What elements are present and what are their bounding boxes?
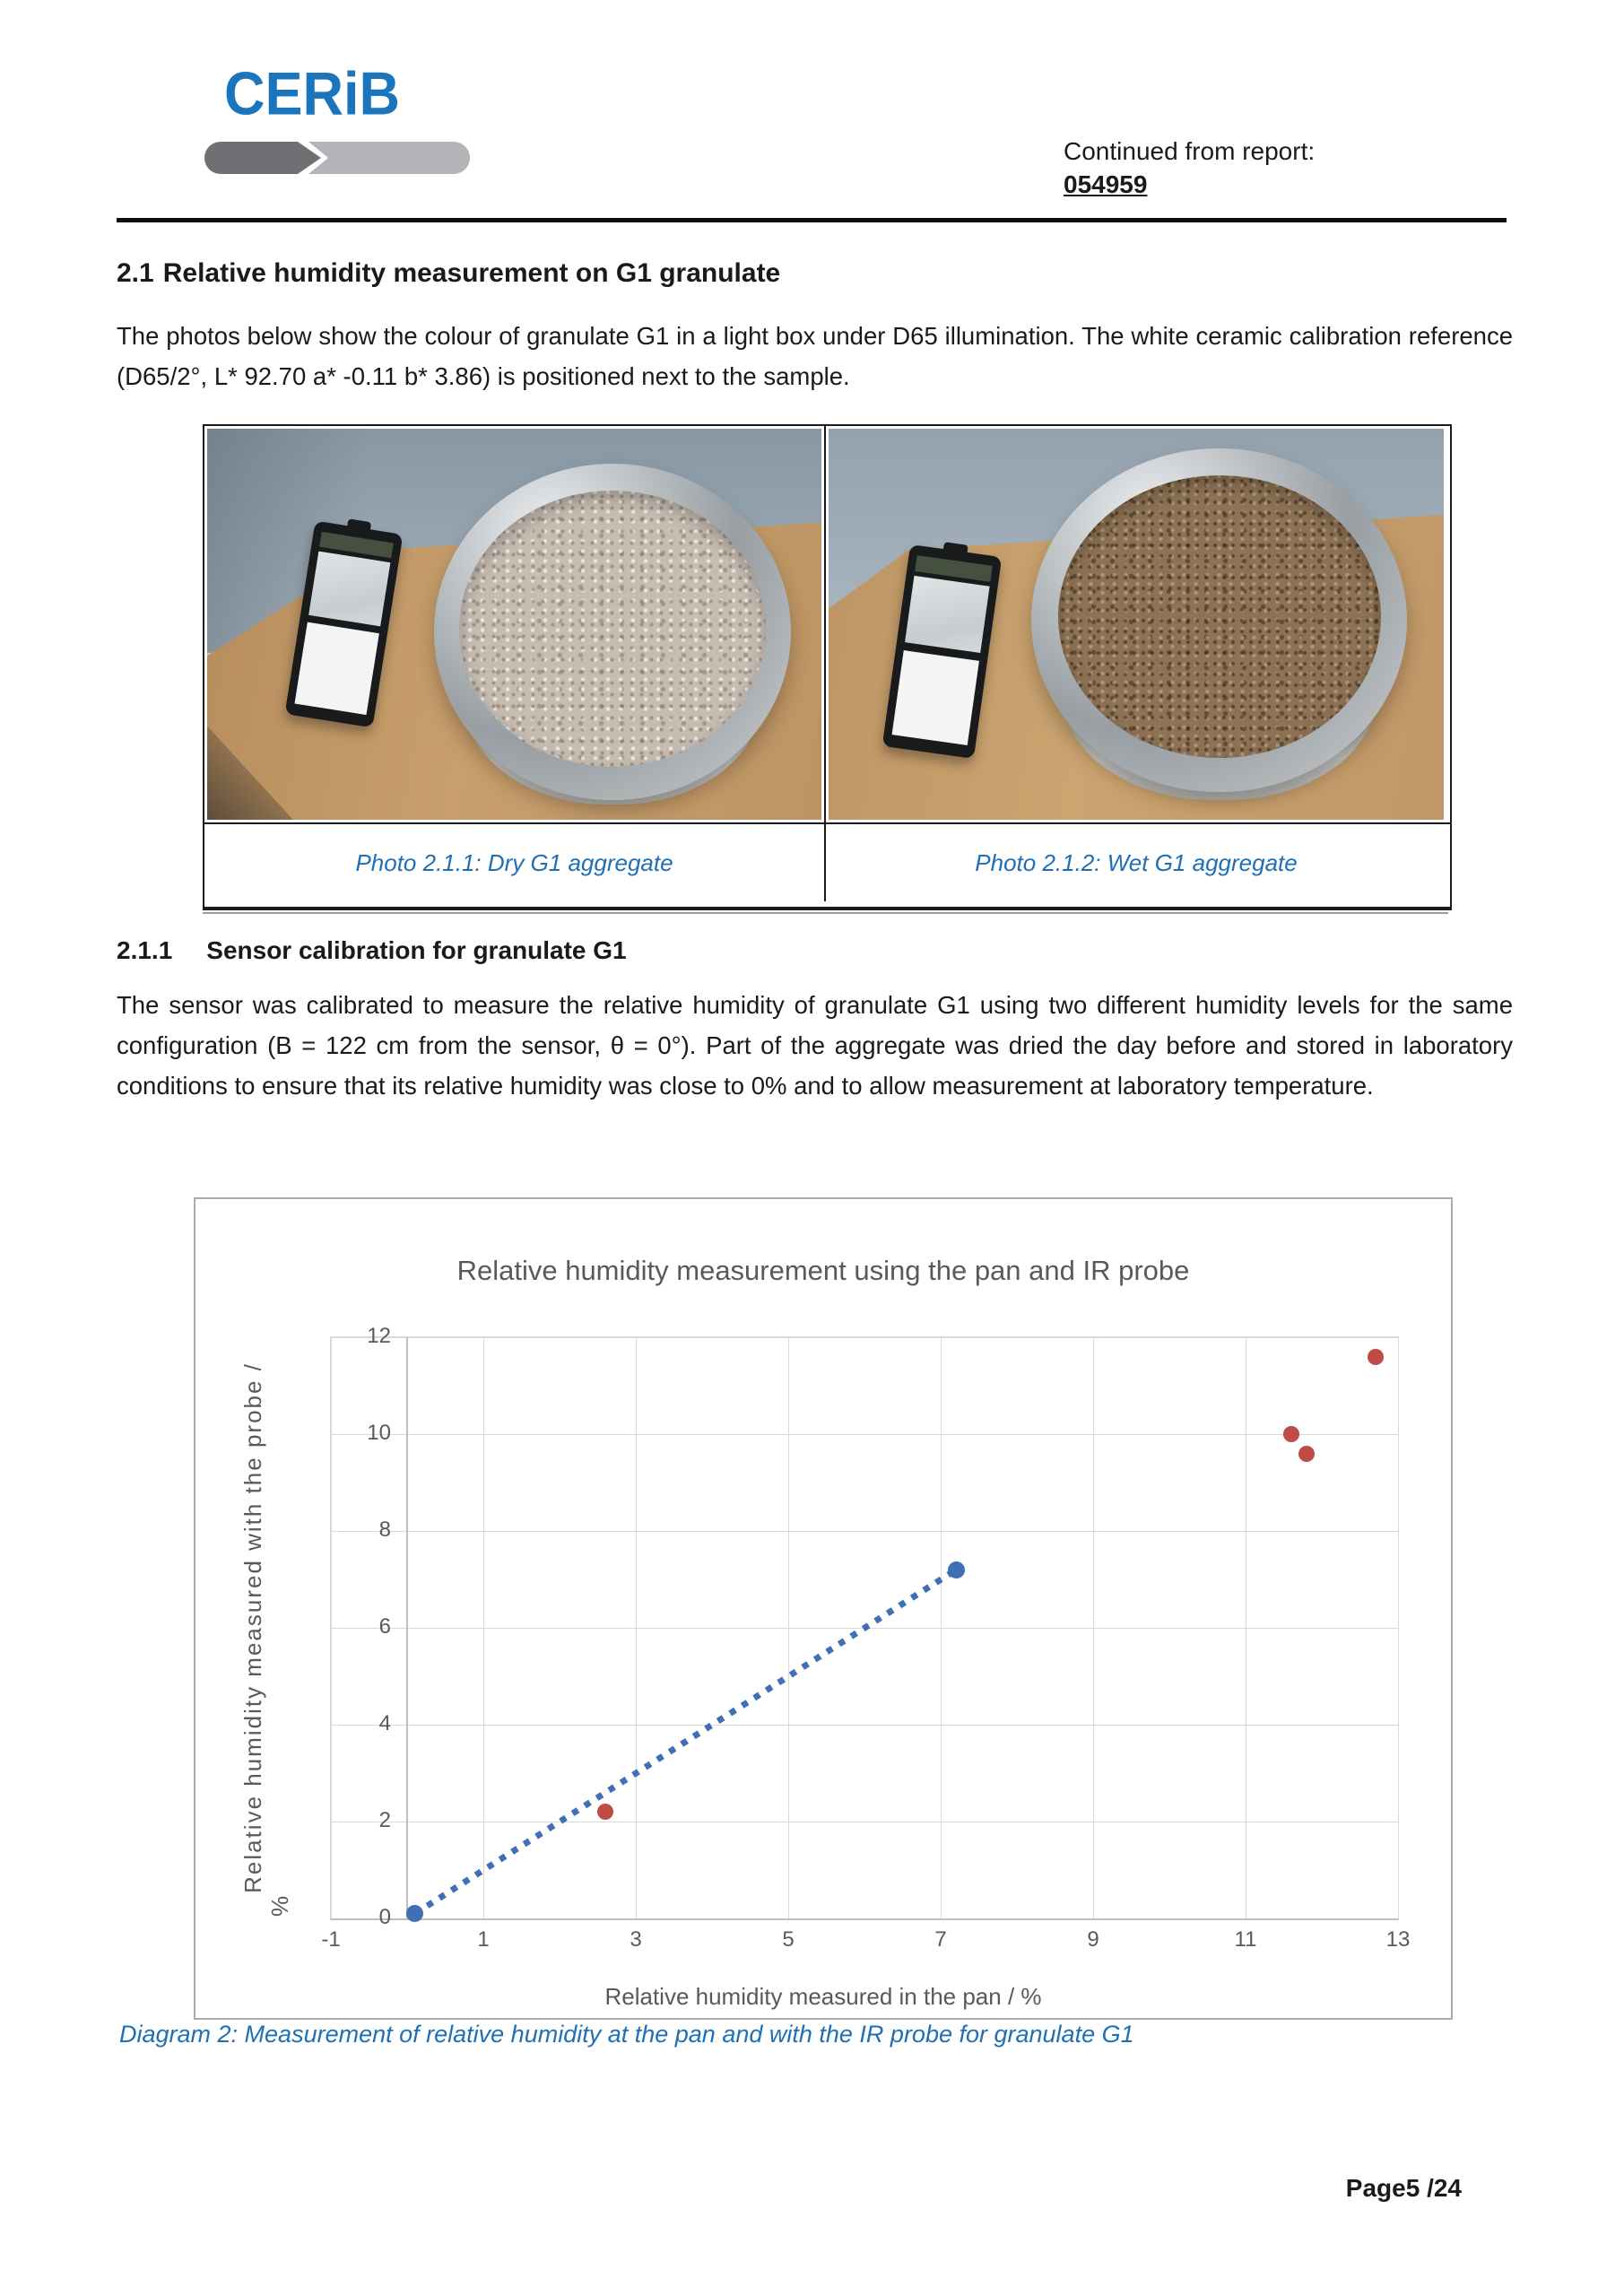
x-tick-label: 1 xyxy=(477,1927,490,1952)
photo-dry-aggregate xyxy=(204,426,824,822)
y-tick-label: 6 xyxy=(378,1614,391,1639)
photo-caption-wet: Photo 2.1.2: Wet G1 aggregate xyxy=(975,848,1298,876)
cerib-logo: CERiB xyxy=(224,60,401,128)
x-tick-label: -1 xyxy=(321,1927,341,1952)
tile-tab xyxy=(346,518,370,533)
y-tick-label: 0 xyxy=(378,1905,391,1929)
humidity-chart xyxy=(194,1197,1453,2020)
x-tick-label: 11 xyxy=(1234,1927,1257,1952)
gridline-y xyxy=(331,1337,1398,1338)
tile-gray-panel xyxy=(906,576,990,653)
paragraph-calibration: The sensor was calibrated to measure the relative humidity of granulate G1 using two different humidity levels for the same configuration (B = 122 cm from the sensor, θ = 0°). Part of the aggregate was dried the day before and stored in laboratory conditions to ensure that its relative humidity was close to 0% and to allow measurement at laboratory temperature. xyxy=(117,991,1513,1100)
subsection-number: 2.1.1 xyxy=(117,936,173,964)
x-axis-title: Relative humidity measured in the pan / % xyxy=(604,1983,1042,2010)
chart-plot-area xyxy=(321,1324,1411,1952)
report-number: 054959 xyxy=(1064,170,1148,198)
y-axis-title-unit: % xyxy=(266,1893,293,1917)
wet-aggregate xyxy=(1058,475,1381,758)
tile-white-ceramic xyxy=(892,650,979,745)
y-tick-label: 12 xyxy=(367,1324,391,1348)
gridline-y xyxy=(331,1434,1398,1435)
dry-aggregate xyxy=(459,491,766,766)
x-tick-label: 7 xyxy=(934,1927,947,1952)
x-tick-label: 3 xyxy=(630,1927,642,1952)
cerib-logo-bar xyxy=(204,142,470,174)
caption-cell-left xyxy=(204,824,824,901)
page-number: Page5 /24 xyxy=(1345,2174,1462,2202)
photo-caption-dry: Photo 2.1.1: Dry G1 aggregate xyxy=(355,848,673,876)
logo-bar-dark-segment xyxy=(204,142,298,174)
x-tick-label: 5 xyxy=(782,1927,795,1952)
data-point xyxy=(1368,1349,1384,1365)
tile-tab xyxy=(943,542,968,556)
y-axis-title-text: Relative humidity measured with the probe / xyxy=(239,1362,266,1893)
logo-bar-light-segment xyxy=(308,142,470,174)
gridline-y xyxy=(331,1725,1398,1726)
data-point xyxy=(597,1804,613,1820)
data-point xyxy=(948,1561,965,1578)
gridline-y xyxy=(331,1531,1398,1532)
steel-pan xyxy=(434,464,790,800)
data-point xyxy=(1298,1446,1315,1462)
diagram-caption: Diagram 2: Measurement of relative humidity at the pan and with the IR probe for granulate G1 xyxy=(119,2021,1134,2048)
y-tick-label: 8 xyxy=(378,1518,391,1542)
tile-gray-panel xyxy=(308,551,391,626)
section-title: Relative humidity measurement on G1 granulate xyxy=(162,258,781,288)
steel-pan xyxy=(1031,448,1406,793)
table-shadow-line xyxy=(203,912,1448,914)
photo-table xyxy=(203,424,1452,910)
tile-white-ceramic xyxy=(294,622,379,715)
photo-wet-image xyxy=(829,429,1444,820)
continued-from-label: Continued from report: xyxy=(1064,137,1316,165)
y-tick-label: 2 xyxy=(378,1808,391,1832)
trendline-dotted xyxy=(413,1567,958,1916)
paragraph-photos-intro: The photos below show the colour of granulate G1 in a light box under D65 illumination. The white ceramic calibration reference (D65/2°, L* 92.70 a* -0.11 b* 3.86) is positioned next to the sample. xyxy=(117,322,1513,390)
y-tick-label: 4 xyxy=(378,1711,391,1735)
photo-dry-image xyxy=(207,429,821,820)
data-point xyxy=(406,1905,423,1922)
subsection-title: Sensor calibration for granulate G1 xyxy=(206,936,627,964)
header-rule xyxy=(117,218,1507,222)
subsection-heading xyxy=(117,936,627,965)
data-point xyxy=(1283,1426,1299,1442)
y-tick-label: 10 xyxy=(367,1421,391,1445)
y-axis-title xyxy=(239,1337,295,1918)
photo-row xyxy=(204,426,1450,822)
section-heading xyxy=(117,258,780,289)
value-axis-line xyxy=(406,1337,408,1918)
chart-title: Relative humidity measurement using the pan and IR probe xyxy=(456,1255,1190,1286)
photo-wet-aggregate xyxy=(826,426,1446,822)
x-tick-label: 13 xyxy=(1385,1927,1411,1952)
section-number: 2.1 xyxy=(117,258,154,288)
caption-row xyxy=(204,822,1450,901)
caption-cell-right xyxy=(826,824,1446,901)
x-tick-label: 9 xyxy=(1087,1927,1099,1952)
